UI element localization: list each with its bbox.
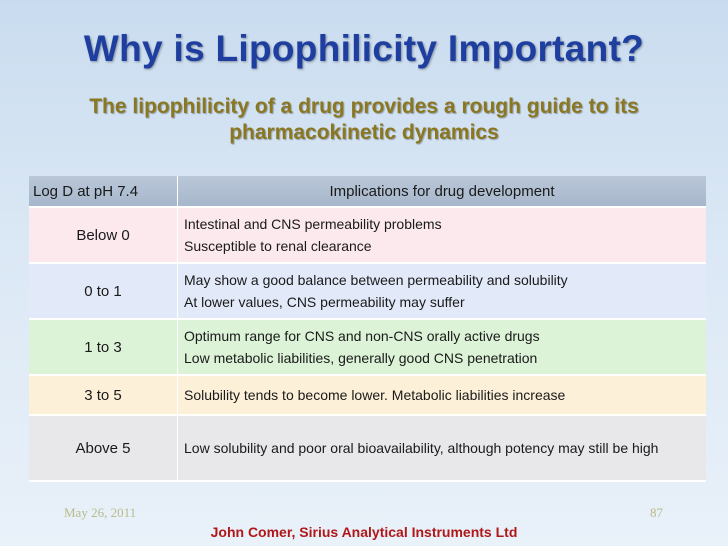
table-row <box>29 263 706 319</box>
column-header-implications: Implications for drug development <box>178 176 707 207</box>
implication-line: Susceptible to renal clearance <box>184 238 372 254</box>
implications-cell <box>178 263 707 319</box>
implication-line: Intestinal and CNS permeability problems <box>184 216 442 232</box>
implication-line: At lower values, CNS permeability may suffer <box>184 294 465 310</box>
logd-range-cell: Above 5 <box>29 415 178 481</box>
logd-range-cell: Below 0 <box>29 207 178 263</box>
page-number: 87 <box>650 505 663 520</box>
implication-line: Low solubility and poor oral bioavailability, although potency may still be high <box>184 440 659 456</box>
implications-cell <box>178 207 707 263</box>
table-row <box>29 415 706 481</box>
slide-subtitle: The lipophilicity of a drug provides a rough guide to its pharmacokinetic dynamics <box>89 95 639 144</box>
implication-line: Optimum range for CNS and non-CNS orally active drugs <box>184 328 540 344</box>
slide-title: Why is Lipophilicity Important? <box>83 28 645 69</box>
table-row <box>29 375 706 415</box>
table-header-row <box>29 176 706 207</box>
footer-date: May 26, 2011 <box>64 505 137 520</box>
logd-range-cell: 3 to 5 <box>29 375 178 415</box>
implication-line: Low metabolic liabilities, generally good CNS penetration <box>184 350 538 366</box>
implications-cell <box>178 375 707 415</box>
implication-line: Solubility tends to become lower. Metabolic liabilities increase <box>184 387 566 403</box>
implications-cell <box>178 415 707 481</box>
logd-range-cell: 1 to 3 <box>29 319 178 375</box>
logd-range-cell: 0 to 1 <box>29 263 178 319</box>
implications-cell <box>178 319 707 375</box>
logd-implications-table <box>29 176 706 482</box>
implication-line: May show a good balance between permeability and solubility <box>184 272 568 288</box>
table-row <box>29 319 706 375</box>
footer-author: John Comer, Sirius Analytical Instruments Ltd <box>210 524 518 540</box>
table-row <box>29 207 706 263</box>
column-header-logd: Log D at pH 7.4 <box>29 176 178 207</box>
